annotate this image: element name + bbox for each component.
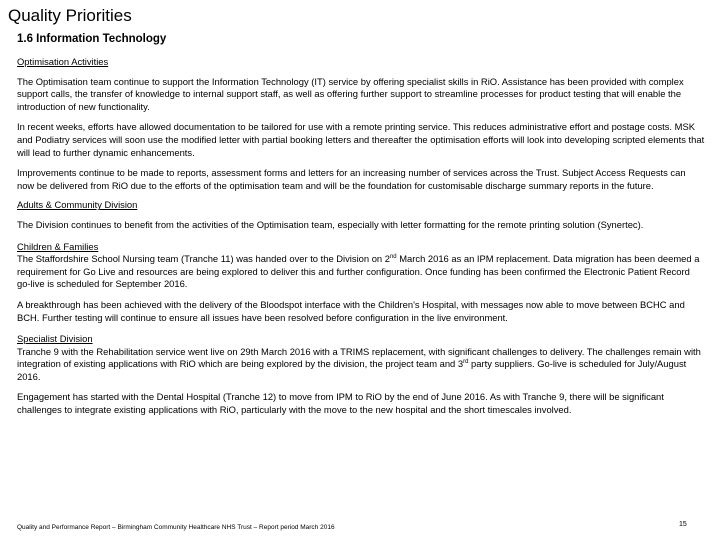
children-paragraph-1: The Staffordshire School Nursing team (Tranche 11) was handed over to the Division on 2nd March 2016 as an IPM replacement. Data migration has been deemed a requirement for Go Live and resources are being explored to deliver this and further configuration. Once funding has been confirmed the Electronic Patient Record go-live is scheduled for September 2016.	[17, 253, 700, 290]
adults-heading: Adults & Community Division	[17, 199, 138, 211]
footer-text: Quality and Performance Report – Birmingham Community Healthcare NHS Trust – Report period March 2016	[17, 524, 335, 531]
adults-paragraph-1: The Division continues to benefit from the activities of the Optimisation team, especially with letter formatting for the remote printing solution (Synertec).	[17, 218, 644, 230]
optimisation-paragraph-2: In recent weeks, efforts have allowed documentation to be tailored for use with a remote printing service. This reduces administrative effort and postage costs. MSK and Podiatry services will soon use the modified letter with partial booking letters and thereafter the optimisation efforts will look into developing scripted elements that will lead to further dynamic enhancements.	[17, 121, 705, 158]
optimisation-paragraph-1: The Optimisation team continue to support the Information Technology (IT) service by offering specialist skills in RiO. Assistance has been provided with complex support calls, the transfer of knowledge to internal support staff, as well as offering further support to streamline processes for product testing that will enable the introduction of new functionality.	[17, 75, 684, 112]
optimisation-paragraph-3: Improvements continue to be made to reports, assessment forms and letters for an increasing number of services across the Trust. Subject Access Requests can now be delivered from RiO due to the efforts of the optimisation team and will be the foundation for customisable discharge summary reports in the future.	[17, 167, 686, 191]
section-heading: 1.6 Information Technology	[17, 33, 167, 45]
page-title: Quality Priorities	[8, 6, 132, 25]
children-paragraph-2: A breakthrough has been achieved with the delivery of the Bloodspot interface with the Children's Hospital, with messages now able to move between BCHC and BCH. Further testing will continue to ensure all issues have been resolved before configuration in the live environment.	[17, 298, 685, 323]
specialist-paragraph-2: Engagement has started with the Dental Hospital (Tranche 12) to move from IPM to RiO by the end of June 2016. As with Tranche 9, there will be significant challenges to integrate existing applications with RiO, particularly with the move to the new hospital and the short timescales involved.	[17, 391, 664, 416]
optimisation-heading: Optimisation Activities	[17, 56, 109, 67]
document-body	[17, 56, 705, 417]
specialist-heading: Specialist Division	[17, 333, 93, 345]
specialist-paragraph-1: Tranche 9 with the Rehabilitation service went live on 29th March 2016 with a TRIMS replacement, with significant challenges to delivery. The challenges remain with integration of existing applications with RiO which are being explored by the division, the project team and 3rd party suppliers. Go-live is scheduled for July/August 2016.	[17, 345, 701, 382]
children-heading: Children & Families	[17, 240, 99, 252]
page-number: 15	[679, 521, 687, 528]
